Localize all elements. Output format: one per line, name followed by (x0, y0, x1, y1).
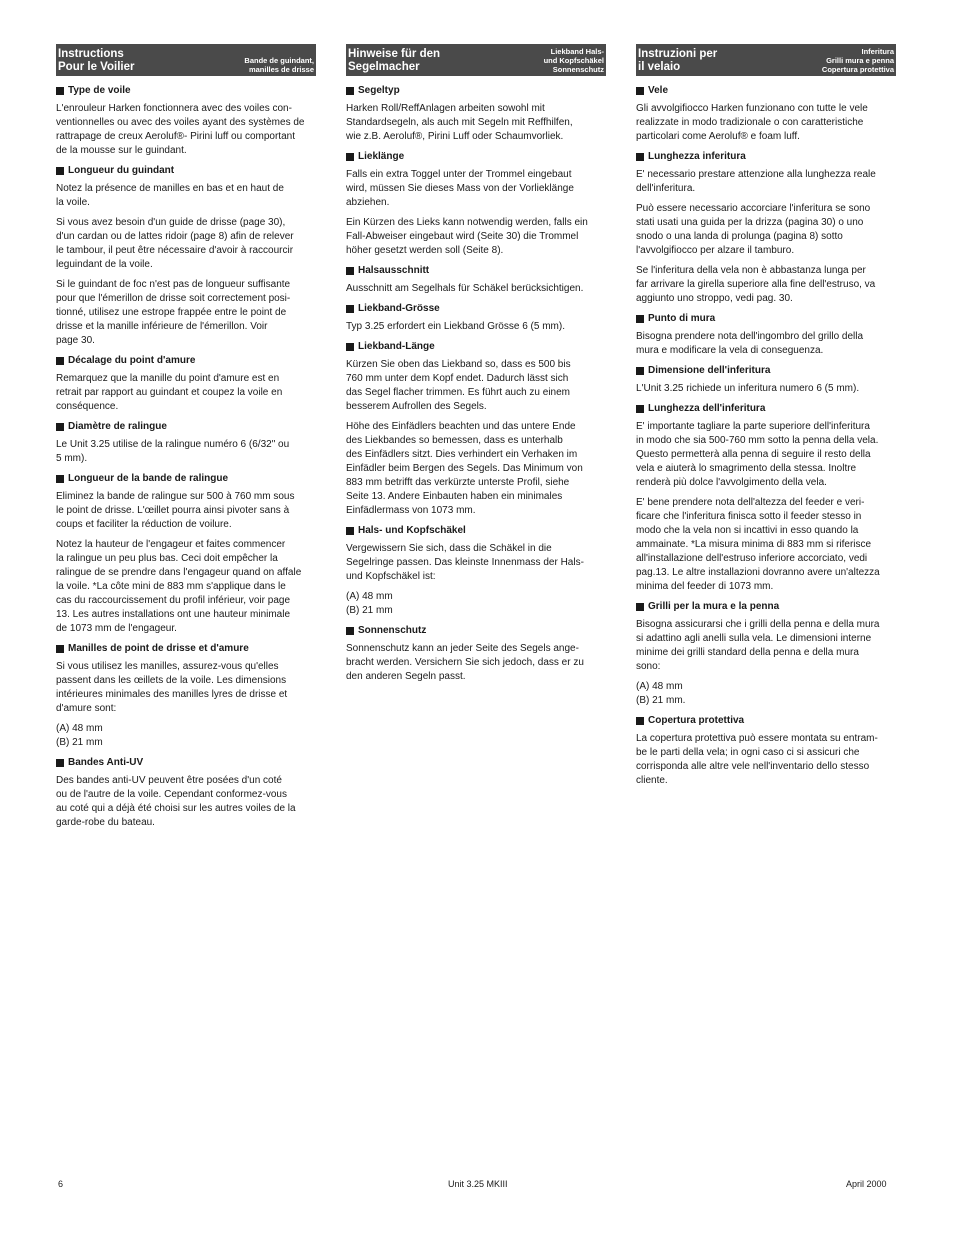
bullet-square-icon (346, 343, 354, 351)
paragraph: Ausschnitt am Segelhals für Schäkel berücksichtigen. (346, 283, 584, 294)
section (56, 472, 316, 636)
paragraph: Bisogna assicurarsi che i grilli della penna e della mura si adattino agli anelli sulla vela. Le dimensioni interne minime dei grilli standard della penna e della mura sono: (636, 619, 880, 672)
bullet-square-icon (56, 357, 64, 365)
section (636, 714, 896, 788)
section-heading-text: Bandes Anti-UV (68, 757, 144, 768)
footer-model: Unit 3.25 MKIII (448, 1179, 508, 1189)
section (56, 642, 316, 750)
paragraph: Notez la hauteur de l'engageur et faites commencer la ralingue un peu plus bas. Ceci doit empêcher la ralingue de se prendre dans l'engageur quand on affale la voile. *La côte mini de 883 mm s'applique dans le cas du raccourcissement du profil inférieur, voir page 13. Les autres installations ont une hauteur minimale de 1073 mm de l'engageur. (56, 539, 302, 634)
section-heading (636, 84, 896, 98)
column-german (346, 44, 606, 690)
paragraph: Des bandes anti-UV peuvent être posées d'un coté ou de l'autre de la voile. Cependant conformez-vous au coté qui a déjà été choisi sur les autres voiles de la garde-robe du bateau. (56, 775, 296, 828)
paragraph: Sonnenschutz kann an jeder Seite des Segels ange- bracht werden. Versichern Sie sich jedoch, dass er zu den anderen Segeln passt. (346, 643, 584, 682)
section (346, 302, 606, 334)
column-body (636, 76, 896, 788)
paragraph: Si vous avez besoin d'un guide de drisse (page 30), d'un cardan ou de lattes ridoir (page 8) afin de relever le tambour, il peut être nécessaire d'avoir à raccourcir leguindant de la voile. (56, 217, 294, 270)
paragraph: (A) 48 mm (B) 21 mm. (636, 681, 686, 706)
bullet-square-icon (56, 475, 64, 483)
section-heading-text: Lunghezza inferitura (648, 151, 746, 162)
section-heading (636, 150, 896, 164)
section-heading (346, 302, 606, 316)
section-heading-text: Sonnenschutz (358, 625, 427, 636)
section (56, 354, 316, 414)
section (636, 150, 896, 306)
paragraph: (A) 48 mm (B) 21 mm (346, 591, 393, 616)
section (56, 420, 316, 466)
section-heading (636, 312, 896, 326)
section-heading (56, 642, 316, 656)
paragraph: E' bene prendere nota dell'altezza del feeder e veri- ficare che l'inferitura finisca sotto il feeder stesso in modo che la vela non si incattivi in esso quando la ammainate. *La misura minima di 883 mm si riferisce all'installazione dell'estruso inferiore accorciato, vedi pag.13. Le altre installazioni dovranno avere un'altezza minima del feeder di 1073 mm. (636, 497, 880, 592)
section (56, 84, 316, 158)
bullet-square-icon (56, 759, 64, 767)
bullet-square-icon (346, 87, 354, 95)
section-heading-text: Diamètre de ralingue (68, 421, 167, 432)
column-subtitle: Inferitura Grilli mura e penna Copertura protettiva (821, 47, 894, 74)
section-heading-text: Punto di mura (648, 313, 716, 324)
column-header (346, 44, 606, 76)
paragraph: E' importante tagliare la parte superiore dell'inferitura in modo che sia 500-760 mm sotto la penna della vela. Questo permetterà alla penna di seguire il resto della vela e aiuterà lo smagrimento della stessa. Inoltre renderà più dolce l'avvolgimento della vela. (636, 421, 879, 488)
section-heading-text: Liekband-Grösse (358, 303, 440, 314)
section-heading (636, 600, 896, 614)
section-heading (636, 714, 896, 728)
section (346, 524, 606, 618)
column-french (56, 44, 316, 836)
section-heading (636, 364, 896, 378)
section-heading-text: Longueur de la bande de ralingue (68, 473, 229, 484)
paragraph: Harken Roll/ReffAnlagen arbeiten sowohl mit Standardsegeln, als auch mit Segeln mit Reffhilfen, wie z.B. Aeroluf®, Pirini Luff oder Schaumvorliek. (346, 103, 573, 142)
bullet-square-icon (56, 167, 64, 175)
section-heading (346, 150, 606, 164)
paragraph: Höhe des Einfädlers beachten und das untere Ende des Liekbandes so bemessen, dass es unterhalb des Einfädlers sitzt. Dies verhindert ein Verhaken im Einfädler beim Bergen des Segels. Das Minimum von 883 mm betrifft das verkürzte unterste Profil, siehe Seite 13. Andere Einbauten haben ein minimales Einfädlermass von 1073 mm. (346, 421, 583, 516)
paragraph: Remarquez que la manille du point d'amure est en retrait par rapport au guindant et coupez la voile en conséquence. (56, 373, 283, 412)
paragraph: E' necessario prestare attenzione alla lunghezza reale dell'inferitura. (636, 169, 876, 194)
bullet-square-icon (636, 153, 644, 161)
section-heading (56, 84, 316, 98)
section (636, 600, 896, 708)
section-heading (346, 624, 606, 638)
paragraph: L'enrouleur Harken fonctionnera avec des voiles con- ventionnelles ou avec des voiles ayant des systèmes de rattrapage de creux Aeroluf®- Pirini luff ou comportant de la mousse sur le guindant. (56, 103, 305, 156)
section-heading-text: Dimensione dell'inferitura (648, 365, 771, 376)
section-heading (56, 472, 316, 486)
paragraph: Eliminez la bande de ralingue sur 500 à 760 mm sous le point de drisse. L'œillet pourra ainsi pivoter sans à coups et faciliter la réduction de voilure. (56, 491, 295, 530)
paragraph: Falls ein extra Toggel unter der Trommel eingebaut wird, müssen Sie dieses Mass von der Vorlieklänge abziehen. (346, 169, 574, 208)
column-title: Hinweise für den Segelmacher (348, 48, 441, 73)
section-heading (346, 340, 606, 354)
column-title: Instructions Pour le Voilier (58, 48, 135, 73)
section-heading (56, 420, 316, 434)
section-heading (346, 264, 606, 278)
section-heading-text: Copertura protettiva (648, 715, 745, 726)
paragraph: Vergewissern Sie sich, dass die Schäkel in die Segelringe passen. Das kleinste Innenmass der Hals- und Kopfschäkel ist: (346, 543, 584, 582)
paragraph: (A) 48 mm (B) 21 mm (56, 723, 103, 748)
paragraph: Si vous utilisez les manilles, assurez-vous qu'elles passent dans les œillets de la voile. Les dimensions intérieures minimales des manilles lyres de drisse et d'amure sont: (56, 661, 288, 714)
bullet-square-icon (636, 717, 644, 725)
bullet-square-icon (636, 603, 644, 611)
column-body (346, 76, 606, 684)
column-title: Instruzioni per il velaio (638, 48, 718, 73)
bullet-square-icon (636, 87, 644, 95)
column-subtitle: Bande de guindant, manilles de drisse (244, 56, 314, 74)
column-header (636, 44, 896, 76)
bullet-square-icon (56, 87, 64, 95)
section-heading (56, 354, 316, 368)
column-header (56, 44, 316, 76)
bullet-square-icon (346, 267, 354, 275)
section-heading (636, 402, 896, 416)
column-body (56, 76, 316, 830)
section (56, 756, 316, 830)
section (636, 84, 896, 144)
section-heading-text: Manilles de point de drisse et d'amure (68, 643, 249, 654)
section-heading (346, 524, 606, 538)
section-heading-text: Lunghezza dell'inferitura (648, 403, 766, 414)
footer-date: April 2000 (846, 1179, 887, 1189)
paragraph: Notez la présence de manilles en bas et en haut de la voile. (56, 183, 284, 208)
bullet-square-icon (346, 527, 354, 535)
bullet-square-icon (636, 315, 644, 323)
section (56, 164, 316, 348)
section (346, 624, 606, 684)
section-heading-text: Décalage du point d'amure (68, 355, 196, 366)
section-heading (56, 164, 316, 178)
bullet-square-icon (636, 405, 644, 413)
section-heading (56, 756, 316, 770)
column-italian (636, 44, 896, 794)
bullet-square-icon (56, 423, 64, 431)
section (636, 312, 896, 358)
paragraph: Le Unit 3.25 utilise de la ralingue numéro 6 (6/32" ou 5 mm). (56, 439, 290, 464)
paragraph: Si le guindant de foc n'est pas de longueur suffisante pour que l'émerillon de drisse soit correctement posi- tionné, utilisez une estrope frappée entre le point de drisse et la manille inférieure de l'émerillon. Voir page 30. (56, 279, 291, 346)
section-heading-text: Segeltyp (358, 85, 400, 96)
section-heading-text: Grilli per la mura e la penna (648, 601, 780, 612)
bullet-square-icon (636, 367, 644, 375)
section-heading-text: Vele (648, 85, 669, 96)
section (346, 264, 606, 296)
bullet-square-icon (346, 153, 354, 161)
bullet-square-icon (346, 305, 354, 313)
paragraph: Kürzen Sie oben das Liekband so, dass es 500 bis 760 mm unter dem Kopf endet. Dadurch lässt sich das Segel flacher trimmen. Es führt auch zu einem besserem Aufrollen des Segels. (346, 359, 571, 412)
column-subtitle: Liekband Hals- und Kopfschäkel Sonnenschutz (543, 47, 604, 74)
section (346, 150, 606, 258)
paragraph: Gli avvolgifiocco Harken funzionano con tutte le vele realizzate in modo tradizionale o con caratteristiche particolari come Aeroluf® e foam luff. (636, 103, 868, 142)
section (346, 340, 606, 518)
section (636, 364, 896, 396)
bullet-square-icon (346, 627, 354, 635)
page-number: 6 (58, 1179, 64, 1189)
paragraph: Se l'inferitura della vela non è abbastanza lunga per far arrivare la girella superiore alla fine dell'estruso, va aggiunto uno stroppo, vedi pag. 30. (636, 265, 876, 304)
paragraph: Bisogna prendere nota dell'ingombro del grillo della mura e modificare la vela di conseguenza. (636, 331, 864, 356)
bullet-square-icon (56, 645, 64, 653)
section (346, 84, 606, 144)
section-heading (346, 84, 606, 98)
section-heading-text: Halsausschnitt (358, 265, 430, 276)
section-heading-text: Type de voile (68, 85, 131, 96)
paragraph: Typ 3.25 erfordert ein Liekband Grösse 6 (5 mm). (346, 321, 565, 332)
paragraph: Può essere necessario accorciare l'inferitura se sono stati usati una guida per la drizza (pagina 30) o uno snodo o una landa di prolunga (pagina 8) sotto l'avvolgifiocco per alzare il tamburo. (636, 203, 871, 256)
section-heading-text: Lieklänge (358, 151, 405, 162)
section-heading-text: Longueur du guindant (68, 165, 175, 176)
section-heading-text: Hals- und Kopfschäkel (358, 525, 466, 536)
section (636, 402, 896, 594)
paragraph: L'Unit 3.25 richiede un inferitura numero 6 (5 mm). (636, 383, 860, 394)
section-heading-text: Liekband-Länge (358, 341, 435, 352)
paragraph: La copertura protettiva può essere montata su entram- be le parti della vela; in ogni caso ci si assicuri che corrisponda alle altre vele nell'inventario dello stesso cliente. (636, 733, 878, 786)
paragraph: Ein Kürzen des Lieks kann notwendig werden, falls ein Fall-Abweiser eingebaut wird (Seite 30) die Trommel höher gesetzt werden soll (Seite 8). (346, 217, 588, 256)
